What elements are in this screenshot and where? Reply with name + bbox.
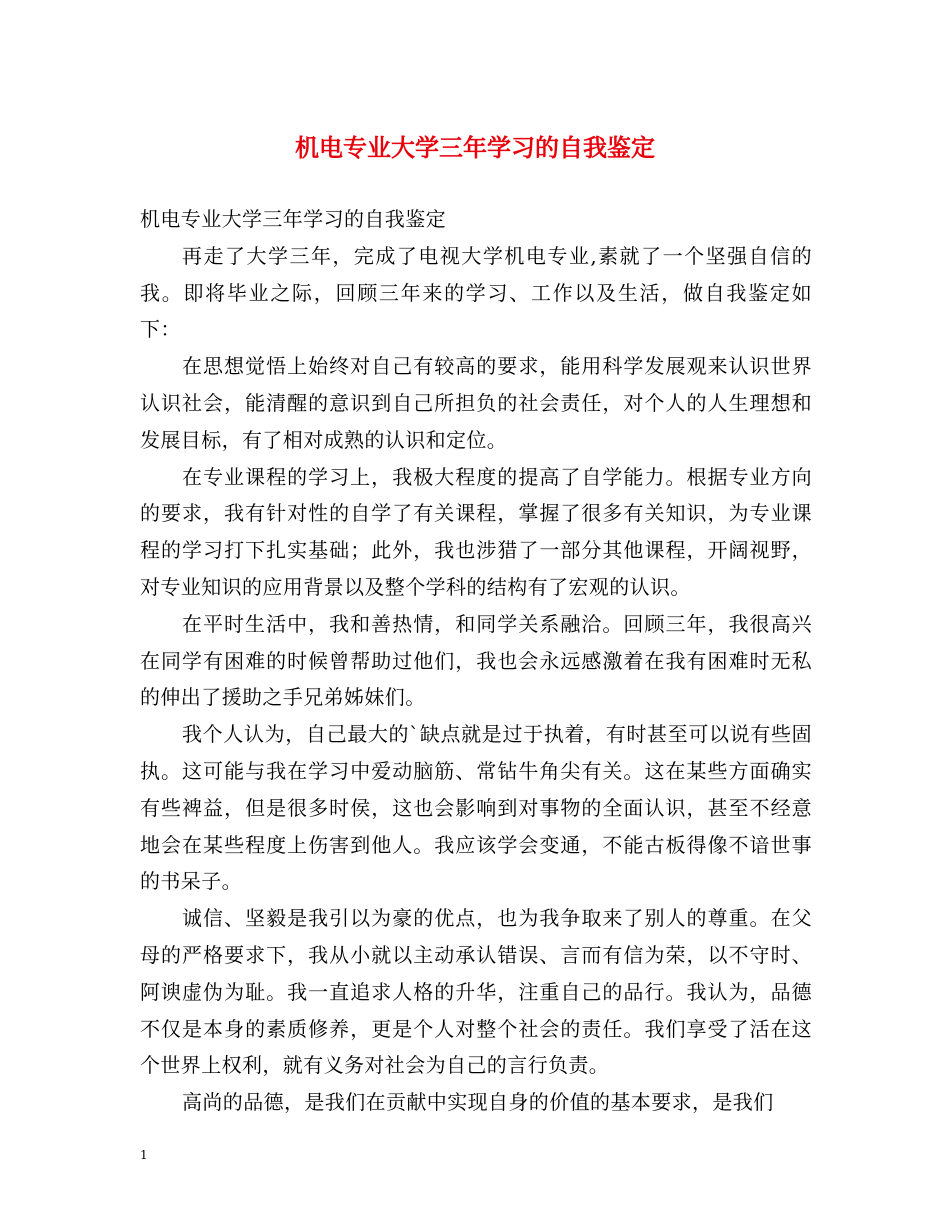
- paragraph-4: 在平时生活中，我和善热情，和同学关系融洽。回顾三年，我很高兴在同学有困难的时候曾帮助过他们，我也会永远感激着在我有困难时无私的伸出了援助之手兄弟姊妹们。: [140, 611, 812, 710]
- paragraph-6: 诚信、坚毅是我引以为豪的优点，也为我争取来了别人的尊重。在父母的严格要求下，我从小就以主动承认错误、言而有信为荣，以不守时、阿谀虚伪为耻。我一直追求人格的升华，注重自己的品行。我认为，品德不仅是本身的素质修养，更是个人对整个社会的责任。我们享受了活在这个世界上权利，就有义务对社会为自己的言行负责。: [140, 906, 812, 1078]
- paragraph-7: 高尚的品德，是我们在贡献中实现自身的价值的基本要求，是我们: [182, 1090, 774, 1115]
- paragraph-3: 在专业课程的学习上，我极大程度的提高了自学能力。根据专业方向的要求，我有针对性的自学了有关课程，掌握了很多有关知识，为专业课程的学习打下扎实基础；此外，我也涉猎了一部分其他课程，开阔视野，对专业知识的应用背景以及整个学科的结构有了宏观的认识。: [140, 464, 812, 599]
- paragraph-5: 我个人认为，自己最大的`缺点就是过于执着，有时甚至可以说有些固执。这可能与我在学习中爱动脑筋、常钻牛角尖有关。这在某些方面确实有些裨益，但是很多时侯，这也会影响到对事物的全面认识，甚至不经意地会在某些程度上伤害到他人。我应该学会变通，不能古板得像不谙世事的书呆子。: [140, 722, 812, 894]
- paragraph-2: 在思想觉悟上始终对自己有较高的要求，能用科学发展观来认识世界认识社会，能清醒的意识到自己所担负的社会责任，对个人的人生理想和发展目标，有了相对成熟的认识和定位。: [140, 354, 812, 452]
- page-number: 1: [140, 1148, 148, 1162]
- document-title: 机电专业大学三年学习的自我鉴定: [295, 133, 655, 162]
- document-subtitle: 机电专业大学三年学习的自我鉴定: [140, 207, 446, 231]
- document-body: [140, 201, 812, 1121]
- paragraph-1: 再走了大学三年，完成了电视大学机电专业,素就了一个坚强自信的我。即将毕业之际，回顾三年来的学习、工作以及生活，做自我鉴定如下：: [140, 243, 812, 342]
